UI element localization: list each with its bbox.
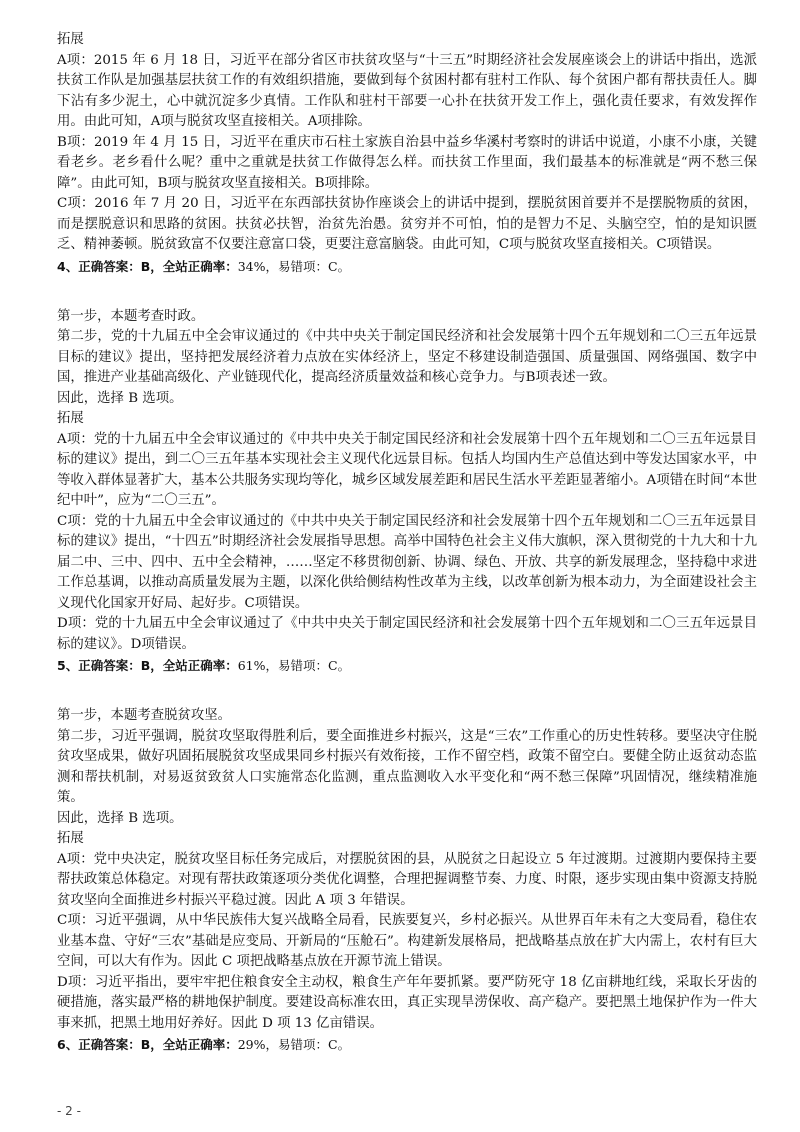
- extension-heading: 拓展: [57, 831, 84, 846]
- option-c-analysis: C项：党的十九届五中全会审议通过的《中共中央关于制定国民经济和社会发展第十四个五年规划和二〇三五年远景目标的建议》提出，“十四五”时期经济社会发展指导思想。高举中国特色社会主义伟大旗帜，深入贯彻党的十九大和十九届二中、三中、四中、五中全会精神，……坚定不移贯彻创新、协调、绿色、开放、共享的新发展理念，坚持稳中求进工作总基调，以推动高质量发展为主题，以深化供给侧结构性改革为主线，以改革创新为根本动力，为全面建设社会主义现代化国家开好局、起好步。C项错误。: [57, 513, 757, 611]
- step-two: 第二步，习近平强调，脱贫攻坚取得胜利后，要全面推进乡村振兴，这是“三农”工作重心的历史性转移。要坚决守住脱贫攻坚成果，做好巩固拓展脱贫攻坚成果同乡村振兴有效衔接，工作不留空档，政策不留空白。要健全防止返贫动态监测和帮扶机制，对易返贫致贫人口实施常态化监测，重点监测收入水平变化和“两不愁三保障”巩固情况，继续精准施策。: [57, 728, 757, 805]
- step-one: 第一步，本题考查时政。: [57, 308, 205, 324]
- answer-stats: 29%，易错项：C。: [237, 1037, 351, 1052]
- option-d-analysis: D项：党的十九届五中全会审议通过了《中共中央关于制定国民经济和社会发展第十四个五年规划和二〇三五年远景目标的建议》。D项错误。: [57, 616, 757, 652]
- step-one: 第一步，本题考查脱贫攻坚。: [57, 708, 232, 723]
- extension-heading: 拓展: [57, 32, 84, 47]
- extension-heading: 拓展: [57, 411, 84, 426]
- answer-label: 5、正确答案：B，全站正确率：: [57, 658, 238, 673]
- conclusion: 因此，选择 B 选项。: [57, 810, 183, 826]
- answer-label: 6、正确答案：B，全站正确率：: [57, 1037, 238, 1052]
- step-two: 第二步，党的十九届五中全会审议通过的《中共中央关于制定国民经济和社会发展第十四个五年规划和二〇三五年远景目标的建议》提出，坚持把发展经济着力点放在实体经济上，坚定不移建设制造强国、质量强国、网络强国、数字中国，推进产业基础高级化、产业链现代化，提高经济质量效益和核心竞争力。与B项表述一致。: [57, 329, 757, 385]
- answer-line: [57, 256, 757, 277]
- question-5-explanation: [57, 307, 757, 677]
- option-a-analysis: A项：2015 年 6 月 18 日，习近平在部分省区市扶贫攻坚与“十三五”时期经济社会发展座谈会上的讲话中指出，选派扶贫工作队是加强基层扶贫工作的有效组织措施，要做到每个贫困村都有驻村工作队、每个贫困户都有帮扶责任人。脚下沾有多少泥土，心中就沉淀多少真情。工作队和驻村干部要一心扑在扶贫开发工作上，强化责任要求，有效发挥作用。由此可知，A项与脱贫攻坚直接相关。A项排除。: [57, 52, 757, 129]
- option-a-analysis: A项：党中央决定，脱贫攻坚目标任务完成后，对摆脱贫困的县，从脱贫之日起设立 5 年过渡期。过渡期内要保持主要帮扶政策总体稳定。对现有帮扶政策逐项分类优化调整，合理把握调整节奏、力度、时限，逐步实现由集中资源支持脱贫攻坚向全面推进乡村振兴平稳过渡。因此 A 项 3 年错误。: [57, 851, 757, 908]
- question-4-explanation: [57, 30, 757, 277]
- question-6-explanation: [57, 706, 757, 1055]
- answer-label: 4、正确答案：B，全站正确率：: [57, 258, 238, 274]
- conclusion: 因此，选择 B 选项。: [57, 390, 183, 406]
- document-page: [57, 30, 757, 1055]
- answer-stats: 61%，易错项：C。: [237, 658, 351, 673]
- option-d-analysis: D项：习近平指出，要牢牢把住粮食安全主动权，粮食生产年年要抓紧。要严防死守 18 亿亩耕地红线，采取长牙齿的硬措施，落实最严格的耕地保护制度。要建设高标准农田，真正实现旱涝保收、高产稳产。要把黑土地保护作为一件大事来抓，把黑土地用好养好。因此 D 项 13 亿亩错误。: [57, 974, 757, 1031]
- option-c-analysis: C项：2016 年 7 月 20 日，习近平在东西部扶贫协作座谈会上的讲话中提到，摆脱贫困首要并不是摆脱物质的贫困，而是摆脱意识和思路的贫困。扶贫必扶智，治贫先治愚。贫穷并不可怕，怕的是智力不足、头脑空空，怕的是知识匮乏、精神萎顿。脱贫致富不仅要注意富口袋，更要注意富脑袋。由此可知，C项与脱贫攻坚直接相关。C项错误。: [57, 196, 757, 252]
- answer-line: [57, 655, 757, 676]
- answer-stats: 34%，易错项：C。: [237, 258, 351, 274]
- option-c-analysis: C项：习近平强调，从中华民族伟大复兴战略全局看，民族要复兴，乡村必振兴。从世界百年未有之大变局看，稳住农业基本盘、守好“三农”基础是应变局、开新局的“压舱石”。构建新发展格局，把战略基点放在扩大内需上，农村有巨大空间，可以大有作为。因此 C 项把战略基点放在开源节流上错误。: [57, 913, 757, 969]
- option-a-analysis: A项：党的十九届五中全会审议通过的《中共中央关于制定国民经济和社会发展第十四个五年规划和二〇三五年远景目标的建议》提出，到二〇三五年基本实现社会主义现代化远景目标。包括人均国内生产总值达到中等发达国家水平，中等收入群体显著扩大，基本公共服务实现均等化，城乡区域发展差距和居民生活水平差距显著缩小。A项错在时间“本世纪中叶”，应为“二〇三五”。: [57, 431, 757, 508]
- option-b-analysis: B项：2019 年 4 月 15 日，习近平在重庆市石柱土家族自治县中益乡华溪村考察时的讲话中说道，小康不小康，关键看老乡。老乡看什么呢？重中之重就是扶贫工作做得怎么样。而扶贫工作里面，我们最基本的标准就是“两不愁三保障”。由此可知，B项与脱贫攻坚直接相关。B项排除。: [57, 134, 757, 191]
- answer-line: [57, 1034, 757, 1055]
- page-number: - 2 -: [57, 1104, 81, 1118]
